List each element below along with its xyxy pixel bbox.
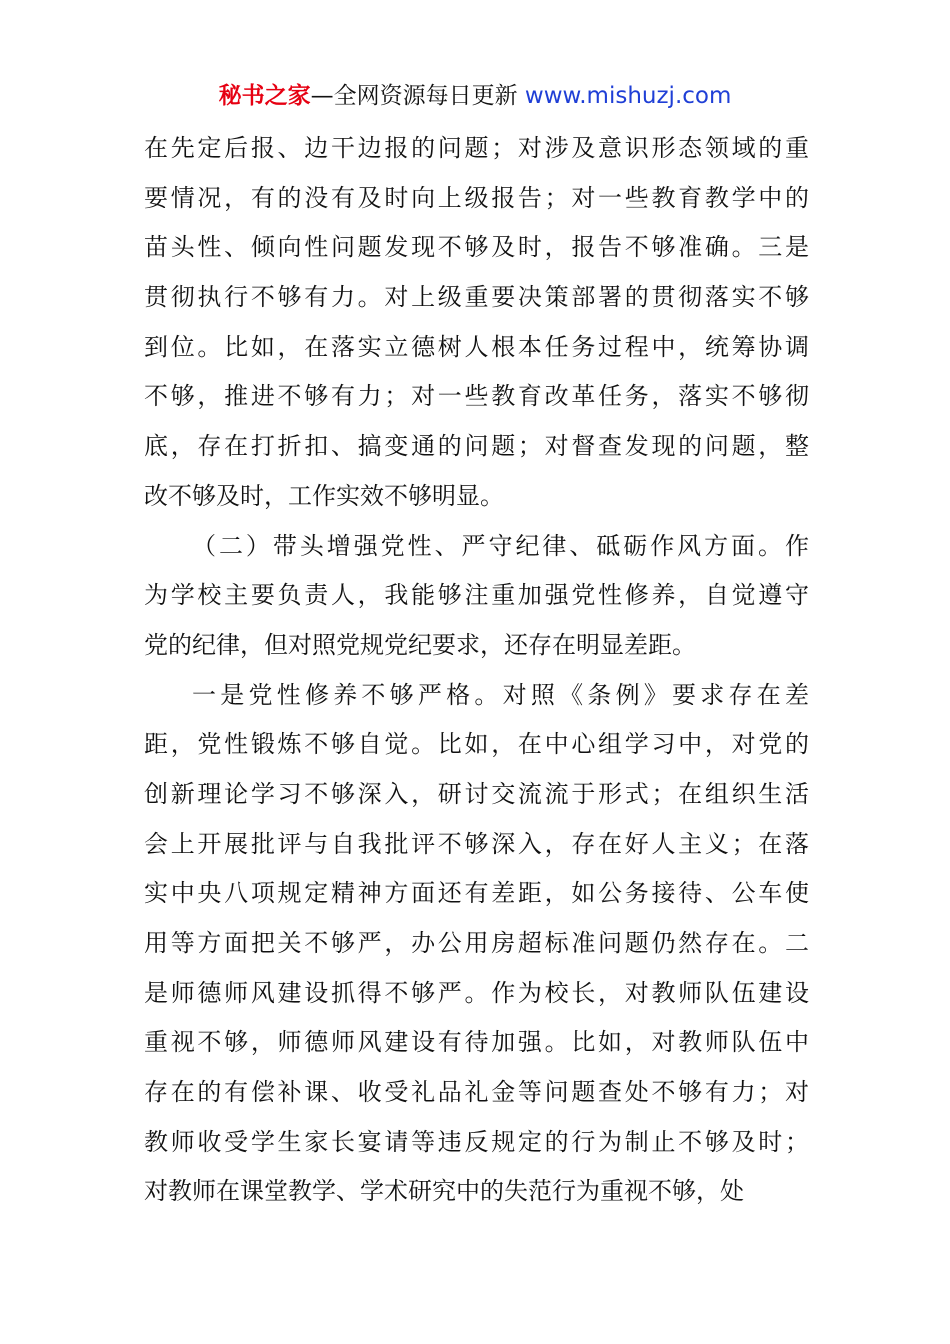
header-brand: 秘书之家 xyxy=(218,83,311,109)
text-line: 是师德师风建设抓得不够严。作为校长，对教师队伍建设 xyxy=(144,978,809,1007)
text-line: 重视不够，师德师风建设有待加强。比如，对教师队伍中 xyxy=(144,1028,809,1057)
text-line: 要情况，有的没有及时向上级报告；对一些教育教学中的 xyxy=(144,183,809,212)
text-line: 改不够及时，工作实效不够明显。 xyxy=(144,481,504,510)
text-line: （二）带头增强党性、严守纪律、砥砺作风方面。作 xyxy=(192,531,809,560)
paragraph xyxy=(144,671,809,1218)
text-line: 存在的有偿补课、收受礼品礼金等问题查处不够有力；对 xyxy=(144,1078,809,1107)
document-body xyxy=(144,124,809,1217)
text-line: 创新理论学习不够深入，研讨交流流于形式；在组织生活 xyxy=(144,779,809,808)
text-line: 苗头性、倾向性问题发现不够及时，报告不够准确。三是 xyxy=(144,233,809,262)
text-line: 教师收受学生家长宴请等违反规定的行为制止不够及时； xyxy=(144,1127,809,1156)
header-url-link[interactable]: www.mishuzj.com xyxy=(524,83,732,109)
text-line: 到位。比如，在落实立德树人根本任务过程中，统筹协调 xyxy=(144,332,809,361)
paragraph xyxy=(144,124,809,522)
text-line: 用等方面把关不够严，办公用房超标准问题仍然存在。二 xyxy=(144,929,809,957)
page-header xyxy=(0,80,950,112)
text-line: 对教师在课堂教学、学术研究中的失范行为重视不够，处 xyxy=(144,1177,744,1206)
text-line: 贯彻执行不够有力。对上级重要决策部署的贯彻落实不够 xyxy=(144,283,809,312)
text-line: 为学校主要负责人，我能够注重加强党性修养，自觉遵守 xyxy=(144,581,809,610)
text-line: 一是党性修养不够严格。对照《条例》要求存在差 xyxy=(192,680,809,709)
header-tagline: —全网资源每日更新 xyxy=(310,83,518,109)
paragraph xyxy=(144,522,809,671)
text-line: 实中央八项规定精神方面还有差距，如公务接待、公车使 xyxy=(144,879,809,908)
text-line: 底，存在打折扣、搞变通的问题；对督查发现的问题，整 xyxy=(144,432,809,461)
text-line: 会上开展批评与自我批评不够深入，存在好人主义；在落 xyxy=(144,829,809,858)
text-line: 距，党性锻炼不够自觉。比如，在中心组学习中，对党的 xyxy=(144,730,809,759)
text-line: 在先定后报、边干边报的问题；对涉及意识形态领域的重 xyxy=(144,134,809,162)
text-line: 不够，推进不够有力；对一些教育改革任务，落实不够彻 xyxy=(144,382,809,411)
text-line: 党的纪律，但对照党规党纪要求，还存在明显差距。 xyxy=(144,630,696,659)
